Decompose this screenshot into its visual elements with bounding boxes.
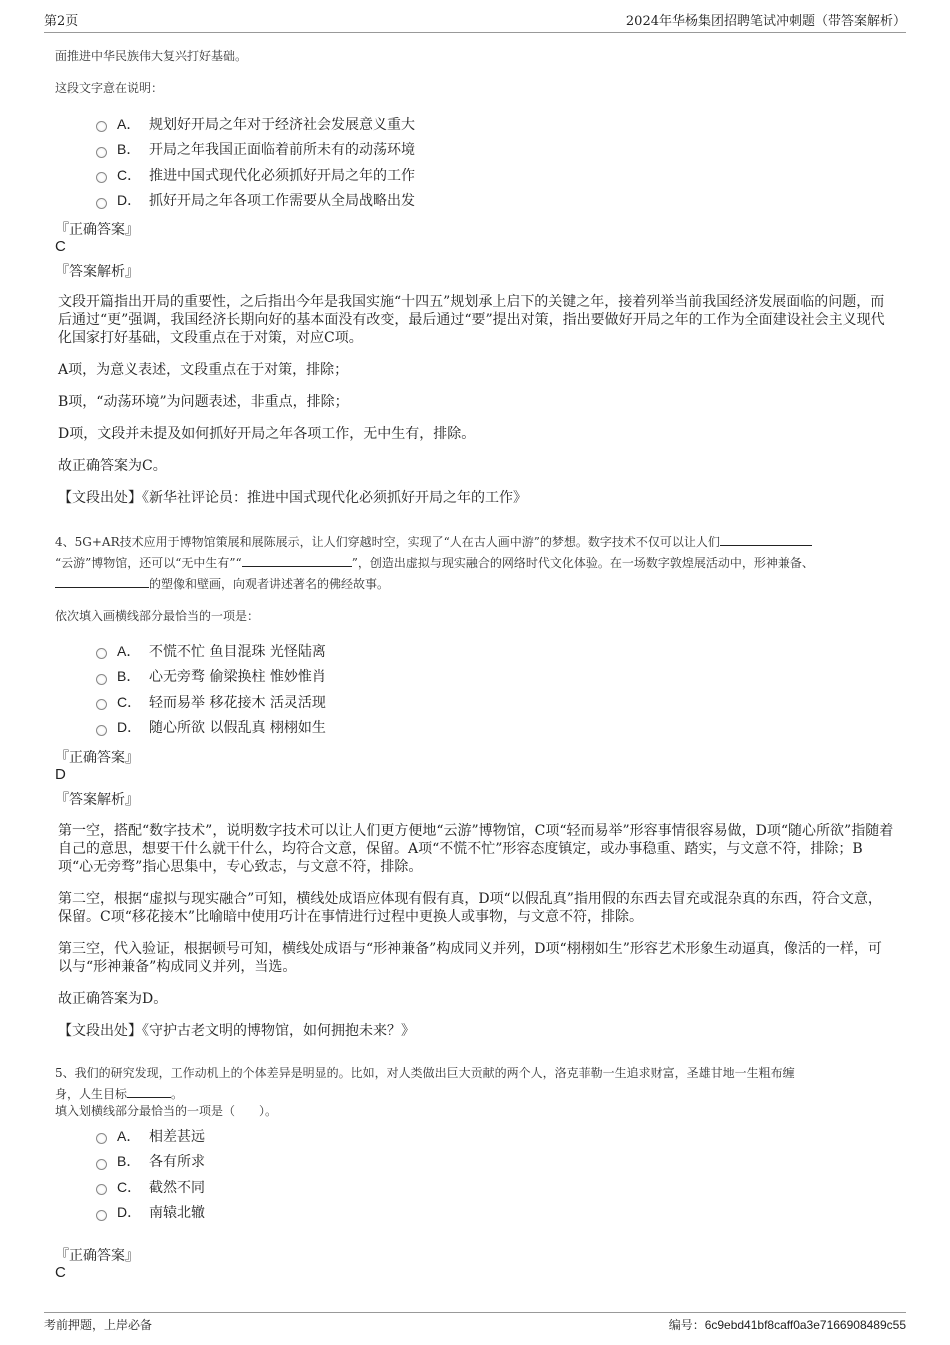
option-d[interactable]: D． 随心所欲 以假乱真 栩栩如生 xyxy=(96,715,326,741)
option-b[interactable]: B． 心无旁骛 偷梁换柱 惟妙惟肖 xyxy=(96,664,326,690)
analysis-paragraph: 文段开篇指出开局的重要性，之后指出今年是我国实施“十四五”规划承上启下的关键之年，接着列举当前我国经济发展面临的问题，而后通过“更”强调，我国经济长期向好的基本面没有改变，最后通过“要”提出对策，指出要做好开局之年的工作为全面建设社会主义现代化国家打好基础，文段重点在于对策，对应C项。 xyxy=(58,294,885,346)
answer-blank xyxy=(127,1085,171,1098)
radio-icon[interactable] xyxy=(96,172,107,183)
analysis-paragraph: 第二空，根据“虚拟与现实融合”可知，横线处成语应体现有假有真，D项“以假乱真”指用假的东西去冒充或混杂真的东西，符合文意，保留。C项“移花接木”比喻暗中使用巧计在事情进行过程中更换人或事物，与文意不符，排除。 xyxy=(58,891,882,925)
analysis-label: 『答案解析』 xyxy=(55,264,139,280)
document-id: 编号：6c9ebd41bf8caff0a3e7166908489c55 xyxy=(668,1318,906,1332)
option-c[interactable]: C． 轻而易举 移花接木 活灵活现 xyxy=(96,689,326,715)
radio-icon[interactable] xyxy=(96,648,107,659)
option-a[interactable]: A． 相差甚远 xyxy=(96,1123,205,1149)
analysis-paragraph: A项，为意义表述，文段重点在于对策，排除； xyxy=(58,362,349,378)
source-citation: 【文段出处】《新华社评论员：推进中国式现代化必须抓好开局之年的工作》 xyxy=(58,490,527,506)
radio-icon[interactable] xyxy=(96,198,107,209)
answer-label: 『正确答案』 xyxy=(55,222,139,238)
option-b[interactable]: B． 开局之年我国正面临着前所未有的动荡环境 xyxy=(96,137,415,163)
option-d[interactable]: D． 抓好开局之年各项工作需要从全局战略出发 xyxy=(96,188,415,214)
page-footer xyxy=(44,1312,906,1332)
answer-value: D xyxy=(55,766,66,783)
source-citation: 【文段出处】《守护古老文明的博物馆，如何拥抱未来？》 xyxy=(58,1023,415,1039)
question-3-analysis xyxy=(58,293,894,521)
analysis-paragraph: 故正确答案为C。 xyxy=(58,458,167,474)
question-3-options xyxy=(96,111,415,213)
radio-icon[interactable] xyxy=(96,1133,107,1144)
analysis-paragraph: 故正确答案为D。 xyxy=(58,991,168,1007)
radio-icon[interactable] xyxy=(96,147,107,158)
footer-slogan: 考前押题，上岸必备 xyxy=(44,1318,153,1332)
question-3-prompt: 这段文字意在说明： xyxy=(55,81,164,95)
radio-icon[interactable] xyxy=(96,1184,107,1195)
answer-blank xyxy=(720,533,812,546)
analysis-paragraph: 第三空，代入验证，根据顿号可知，横线处成语与“形神兼备”构成同义并列，D项“栩栩如生”形容艺术形象生动逼真，像活的一样，可以与“形神兼备”构成同义并列，当选。 xyxy=(58,941,882,975)
question-3-tail: 面推进中华民族伟大复兴打好基础。 xyxy=(55,49,248,63)
question-4-options xyxy=(96,638,326,740)
page-header xyxy=(44,12,906,33)
option-c[interactable]: C． 截然不同 xyxy=(96,1174,205,1200)
answer-blank xyxy=(242,554,352,567)
analysis-label: 『答案解析』 xyxy=(55,792,139,808)
option-c[interactable]: C． 推进中国式现代化必须抓好开局之年的工作 xyxy=(96,162,415,188)
question-4-stem: 4、5G+AR技术应用于博物馆策展和展陈展示，让人们穿越时空，实现了“人在古人画中游”的梦想。数字技术不仅可以让人们 “云游”博物馆，还可以“无中生有”“ ”，创造出虚拟与现实融合的网络时代文化体验。在一场数字敦煌展活动中，形神兼备、 的塑像和壁画，向观者讲述著名的佛经故事。 xyxy=(55,535,814,591)
radio-icon[interactable] xyxy=(96,1210,107,1221)
answer-label: 『正确答案』 xyxy=(55,1248,139,1264)
option-a[interactable]: A． 规划好开局之年对于经济社会发展意义重大 xyxy=(96,111,415,137)
radio-icon[interactable] xyxy=(96,1159,107,1170)
answer-label: 『正确答案』 xyxy=(55,750,139,766)
question-4-prompt: 依次填入画横线部分最恰当的一项是： xyxy=(55,609,260,623)
radio-icon[interactable] xyxy=(96,674,107,685)
option-d[interactable]: D． 南辕北辙 xyxy=(96,1200,205,1226)
question-5-options xyxy=(96,1123,205,1225)
document-title: 2024年华杨集团招聘笔试冲刺题（带答案解析） xyxy=(625,14,906,29)
radio-icon[interactable] xyxy=(96,121,107,132)
answer-blank xyxy=(55,575,149,588)
analysis-paragraph: B项，“动荡环境”为问题表述，非重点，排除； xyxy=(58,394,349,410)
page-number: 第2页 xyxy=(44,14,79,29)
question-5-prompt: 填入划横线部分最恰当的一项是（ ）。 xyxy=(55,1104,278,1118)
answer-value: C xyxy=(55,238,66,255)
radio-icon[interactable] xyxy=(96,725,107,736)
analysis-paragraph: D项，文段并未提及如何抓好开局之年各项工作，无中生有，排除。 xyxy=(58,426,476,442)
question-4-analysis xyxy=(58,822,894,1054)
answer-value: C xyxy=(55,1264,66,1281)
option-b[interactable]: B． 各有所求 xyxy=(96,1149,205,1175)
question-5-stem: 5、我们的研究发现，工作动机上的个体差异是明显的。比如，对人类做出巨大贡献的两个人，洛克菲勒一生追求财富，圣雄甘地一生粗布缠 身，人生目标 。 xyxy=(55,1066,795,1101)
option-a[interactable]: A． 不慌不忙 鱼目混珠 光怪陆离 xyxy=(96,638,326,664)
radio-icon[interactable] xyxy=(96,699,107,710)
analysis-paragraph: 第一空，搭配“数字技术”，说明数字技术可以让人们更方便地“云游”博物馆，C项“轻而易举”形容事情很容易做，D项“随心所欲”指随着自己的意思，想要干什么就干什么，均符合文意，保留。A项“不慌不忙”形容态度镇定，或办事稳重、踏实，与文意不符，排除；B项“心无旁骛”指心思集中，专心致志，与文意不符，排除。 xyxy=(58,823,894,875)
